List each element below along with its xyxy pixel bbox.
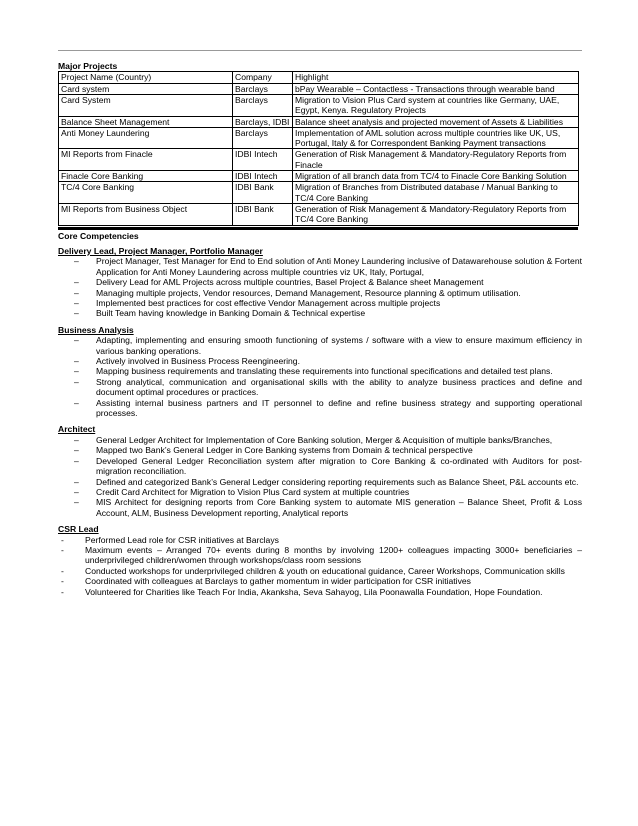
list-item — [58, 377, 582, 398]
list-item-text: Delivery Lead for AML Projects across multiple countries, Basel Project & Balance sheet Management — [96, 277, 484, 288]
list-item — [58, 256, 582, 277]
bullet-dash: - — [61, 544, 64, 555]
table-row — [59, 203, 579, 225]
competency-sections — [58, 246, 582, 597]
core-competencies-heading: Core Competencies — [58, 230, 139, 241]
top-divider — [58, 50, 582, 51]
section-list — [58, 256, 582, 318]
bullet-dash: – — [74, 287, 79, 298]
table-row — [59, 171, 579, 182]
bullet-dash: – — [74, 366, 79, 377]
list-item — [58, 435, 582, 445]
section-title: CSR Lead — [58, 524, 99, 535]
table-row — [59, 127, 579, 149]
company-cell: IDBI Intech — [233, 149, 293, 171]
bullet-dash: – — [74, 397, 79, 408]
list-item — [58, 487, 582, 497]
company-cell: IDBI Bank — [233, 203, 293, 225]
list-item — [58, 398, 582, 419]
list-item-text: Adapting, implementing and ensuring smooth functioning of systems / software with a view to ensure maximum efficiency in various banking operations. — [96, 335, 582, 356]
bullet-dash: - — [61, 576, 64, 587]
list-item — [58, 477, 582, 487]
highlight-cell: Migration to Vision Plus Card system at countries like Germany, UAE, Egypt, Kenya. Regulatory Projects — [293, 95, 579, 117]
list-item-text: Actively involved in Business Process Reengineering. — [96, 356, 300, 367]
bullet-dash: – — [74, 445, 79, 456]
company-cell: Barclays, IDBI — [233, 116, 293, 127]
bullet-dash: – — [74, 376, 79, 387]
list-item-text: Project Manager, Test Manager for End to End solution of Anti Money Laundering inclusive of Datawarehouse solution & Fortent Application for Anti Money Laundering across multiple countries viz UK, Italy, Portugal, — [96, 256, 582, 277]
list-item-text: Implemented best practices for cost effective Vendor Management across multiple projects — [96, 298, 441, 308]
list-item — [58, 298, 582, 308]
list-item-text: Assisting internal business partners and IT personnel to define and refine business strategy and supporting operational processes. — [96, 397, 582, 419]
list-item-text: Credit Card Architect for Migration to Vision Plus Card system at multiple countries — [96, 486, 410, 497]
list-item — [58, 545, 582, 566]
list-item-text: MIS Architect for designing reports from Core Banking system to automate MIS generation – Balance Sheet, Profit & Loss Account, ALM, Business Development reporting, Analytical reports — [96, 497, 582, 518]
list-item-text: Maximum events – Arranged 70+ events during 8 months by involving 1200+ colleagues impacting 3000+ beneficiaries – underprivileged children/women through workshops/class room sessions — [85, 544, 582, 566]
bullet-dash: – — [74, 476, 79, 487]
section-title: Architect — [58, 424, 96, 435]
major-projects-heading: Major Projects — [58, 61, 118, 71]
highlight-cell: Migration of all branch data from TC/4 to Finacle Core Banking Solution — [293, 171, 579, 182]
bullet-dash: – — [74, 455, 79, 466]
project-name-cell: MI Reports from Finacle — [59, 149, 233, 171]
list-item-text: Built Team having knowledge in Banking Domain & Technical expertise — [96, 308, 366, 319]
highlight-cell: Generation of Risk Management & Mandatory-Regulatory Reports from TC/4 Core Banking — [293, 203, 579, 225]
major-projects-table — [58, 71, 579, 225]
column-header: Company — [233, 72, 293, 83]
section-list — [58, 335, 582, 418]
list-item — [58, 587, 582, 597]
bullet-dash: – — [74, 277, 79, 288]
company-cell: IDBI Intech — [233, 171, 293, 182]
table-row — [59, 182, 579, 204]
bullet-dash: - — [61, 534, 64, 545]
list-item — [58, 576, 582, 586]
list-item — [58, 277, 582, 287]
project-name-cell: Card system — [59, 83, 233, 94]
bullet-dash: - — [61, 565, 64, 576]
list-item-text: Strong analytical, communication and organisational skills with the ability to analyze business practices and define and document optimal procedures or practices. — [96, 376, 582, 398]
list-item-text: Defined and categorized Bank’s General Ledger considering reporting requirements such as Balance Sheet, P&L accounts etc. — [96, 476, 579, 487]
list-item-text: Mapped two Bank’s General Ledger in Core Banking systems from Domain & technical perspective — [96, 445, 473, 456]
column-header: Highlight — [293, 72, 579, 83]
bullet-dash: – — [74, 356, 79, 367]
bullet-dash: – — [74, 256, 79, 267]
section-title: Delivery Lead, Project Manager, Portfolio Manager — [58, 245, 263, 256]
list-item — [58, 356, 582, 366]
bullet-dash: – — [74, 486, 79, 497]
project-name-cell: Card System — [59, 95, 233, 117]
list-item — [58, 445, 582, 455]
highlight-cell: Generation of Risk Management & Mandatory-Regulatory Reports from Finacle — [293, 149, 579, 171]
bullet-dash: – — [74, 308, 79, 319]
section-list — [58, 435, 582, 518]
table-row — [59, 149, 579, 171]
bullet-dash: – — [74, 434, 79, 445]
project-name-cell: Anti Money Laundering — [59, 127, 233, 149]
table-row — [59, 95, 579, 117]
highlight-cell: Implementation of AML solution across multiple countries like UK, US, Portugal, Italy & for Correspondent Banking Payment transactions — [293, 127, 579, 149]
bullet-dash: – — [74, 335, 79, 346]
list-item-text: Mapping business requirements and translating these requirements into functional specifications and detailed test plans. — [96, 366, 553, 377]
list-item — [58, 288, 582, 298]
bullet-dash: - — [61, 586, 64, 597]
company-cell: Barclays — [233, 83, 293, 94]
list-item-text: Volunteered for Charities like Teach For India, Akanksha, Seva Sahayog, Lila Poonawalla Foundation, Hope Foundation. — [85, 586, 543, 597]
list-item — [58, 535, 582, 545]
list-item-text: Performed Lead role for CSR initiatives at Barclays — [85, 534, 279, 545]
content — [58, 61, 582, 597]
highlight-cell: Migration of Branches from Distributed database / Manual Banking to TC/4 Core Banking — [293, 182, 579, 204]
highlight-cell: bPay Wearable – Contactless - Transactions through wearable band — [293, 83, 579, 94]
table-header-row — [59, 72, 579, 83]
list-item-text: Coordinated with colleagues at Barclays to gather momentum in wider participation for CSR initiatives — [85, 576, 471, 587]
table-row — [59, 116, 579, 127]
project-name-cell: Balance Sheet Management — [59, 116, 233, 127]
table-row — [59, 83, 579, 94]
list-item-text: General Ledger Architect for Implementation of Core Banking solution, Merger & Acquisition of multiple banks/Branches, — [96, 434, 553, 445]
company-cell: IDBI Bank — [233, 182, 293, 204]
list-item-text: Conducted workshops for underprivileged children & youth on educational guidance, Career Workshops, Communication skills — [85, 565, 565, 576]
list-item — [58, 335, 582, 356]
list-item — [58, 308, 582, 318]
project-name-cell: TC/4 Core Banking — [59, 182, 233, 204]
project-name-cell: MI Reports from Business Object — [59, 203, 233, 225]
bullet-dash: – — [74, 497, 79, 508]
list-item — [58, 366, 582, 376]
column-header: Project Name (Country) — [59, 72, 233, 83]
section-title: Business Analysis — [58, 324, 134, 335]
highlight-cell: Balance sheet analysis and projected movement of Assets & Liabilities — [293, 116, 579, 127]
list-item-text: Developed General Ledger Reconciliation system after migration to Core Banking & co-ordinated with Auditors for post-migration reconciliation. — [96, 455, 582, 477]
section-divider — [58, 227, 578, 230]
section-list — [58, 535, 582, 597]
company-cell: Barclays — [233, 95, 293, 117]
project-name-cell: Finacle Core Banking — [59, 171, 233, 182]
bullet-dash: – — [74, 298, 79, 308]
company-cell: Barclays — [233, 127, 293, 149]
list-item — [58, 497, 582, 518]
list-item-text: Managing multiple projects, Vendor resources, Demand Management, Resource planning & optimum utilisation. — [96, 287, 521, 298]
list-item — [58, 566, 582, 576]
list-item — [58, 456, 582, 477]
